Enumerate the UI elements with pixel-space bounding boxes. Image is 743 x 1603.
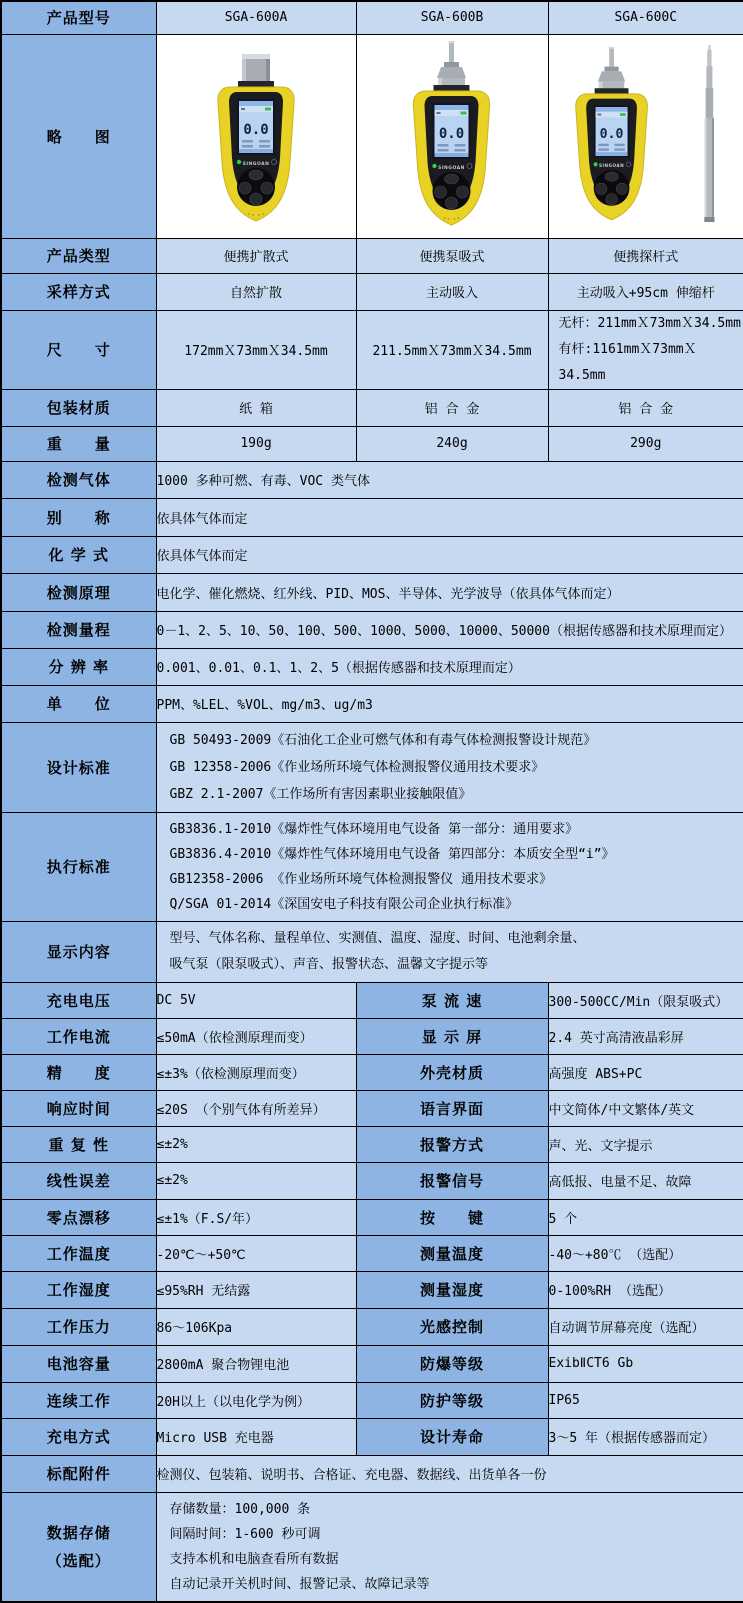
table-row xyxy=(1,1271,743,1308)
table-row xyxy=(1,1,743,34)
working-current-value: ≤50mA（依检测原理而变） xyxy=(156,1018,356,1054)
display-content-line: 型号、气体名称、量程单位、实测值、温度、湿度、时间、电池剩余量、 xyxy=(170,926,740,952)
table-row xyxy=(1,426,743,461)
row-label-battery-capacity: 电池容量 xyxy=(1,1345,156,1382)
explosion-proof-rating-value: ExibⅡCT6 Gb xyxy=(548,1345,743,1382)
table-row xyxy=(1,1492,743,1602)
display-content-line: 吸气泵（限泵吸式）、声音、报警状态、温馨文字提示等 xyxy=(170,952,740,978)
dimensions-c-no-rod: 无杆：211mmＸ73mmＸ34.5mm xyxy=(549,311,743,337)
product-image-sga-600c xyxy=(553,39,738,233)
executive-standards-value xyxy=(156,812,743,921)
data-storage-label-line1: 数据存储 xyxy=(2,1519,156,1547)
table-row xyxy=(1,536,743,573)
dimensions-c xyxy=(548,310,743,389)
data-storage-line: 存储数量：100,000 条 xyxy=(170,1497,740,1522)
display-screen-value: 2.4 英寸高清液晶彩屏 xyxy=(548,1018,743,1054)
row-label-buttons: 按 键 xyxy=(356,1199,548,1235)
design-standard-line: GBZ 2.1-2007《工作场所有害因素职业接触限值》 xyxy=(170,781,740,808)
table-row xyxy=(1,812,743,921)
status-led xyxy=(594,162,598,166)
table-row xyxy=(1,389,743,426)
row-label-detection-principle: 检测原理 xyxy=(1,573,156,611)
sampling-b: 主动吸入 xyxy=(356,273,548,310)
status-led xyxy=(432,164,436,168)
row-label-sampling-method: 采样方式 xyxy=(1,273,156,310)
row-label-alarm-signal: 报警信号 xyxy=(356,1162,548,1199)
row-label-accuracy: 精 度 xyxy=(1,1054,156,1090)
table-row xyxy=(1,1162,743,1199)
telescopic-rod xyxy=(705,45,715,222)
table-row xyxy=(1,685,743,722)
table-row xyxy=(1,1382,743,1418)
product-image-sga-600b xyxy=(386,39,518,233)
table-row xyxy=(1,1455,743,1492)
alarm-mode-value: 声、光、文字提示 xyxy=(548,1126,743,1162)
brand-text-b: SINGOAN xyxy=(438,165,465,171)
row-label-units: 单 位 xyxy=(1,685,156,722)
alias-value: 依具体气体而定 xyxy=(156,498,743,536)
data-storage-value xyxy=(156,1492,743,1602)
table-row xyxy=(1,1018,743,1054)
shell-material-value: 高强度 ABS+PC xyxy=(548,1054,743,1090)
executive-standard-line: GB3836.1-2010《爆炸性气体环境用电气设备 第一部分：通用要求》 xyxy=(170,817,740,842)
model-name-c: SGA-600C xyxy=(548,1,743,34)
row-label-packaging: 包装材质 xyxy=(1,389,156,426)
row-label-measuring-temperature: 测量温度 xyxy=(356,1235,548,1271)
charging-method-value: Micro USB 充电器 xyxy=(156,1418,356,1455)
dimensions-b: 211.5mmＸ73mmＸ34.5mm xyxy=(356,310,548,389)
continuous-operation-value: 20H以上（以电化学为例） xyxy=(156,1382,356,1418)
product-image-cell-a xyxy=(156,34,356,238)
packaging-b: 铝 合 金 xyxy=(356,389,548,426)
screen-reading-a: 0.0 xyxy=(243,122,268,138)
table-row xyxy=(1,238,743,273)
row-label-charging-method: 充电方式 xyxy=(1,1418,156,1455)
weight-a: 190g xyxy=(156,426,356,461)
table-row xyxy=(1,1199,743,1235)
row-label-shell-material: 外壳材质 xyxy=(356,1054,548,1090)
table-row xyxy=(1,461,743,498)
row-label-design-standards: 设计标准 xyxy=(1,722,156,812)
weight-c: 290g xyxy=(548,426,743,461)
sampling-a: 自然扩散 xyxy=(156,273,356,310)
row-label-working-temperature: 工作温度 xyxy=(1,1235,156,1271)
table-row xyxy=(1,1054,743,1090)
table-row xyxy=(1,1418,743,1455)
battery-capacity-value: 2800mA 聚合物锂电池 xyxy=(156,1345,356,1382)
row-label-alarm-mode: 报警方式 xyxy=(356,1126,548,1162)
table-row xyxy=(1,1090,743,1126)
chemical-formula-value: 依具体气体而定 xyxy=(156,536,743,573)
data-storage-label-line2: （选配） xyxy=(2,1547,156,1575)
table-row xyxy=(1,611,743,648)
row-label-language-ui: 语言界面 xyxy=(356,1090,548,1126)
detected-gases-value: 1000 多种可燃、有毒、VOC 类气体 xyxy=(156,461,743,498)
brand-text-c: SINGOAN xyxy=(599,163,624,168)
packaging-a: 纸 箱 xyxy=(156,389,356,426)
row-label-working-current: 工作电流 xyxy=(1,1018,156,1054)
product-image-cell-c xyxy=(548,34,743,238)
table-row xyxy=(1,1345,743,1382)
row-label-alias: 别 称 xyxy=(1,498,156,536)
response-time-value: ≤20S （个别气体有所差异） xyxy=(156,1090,356,1126)
light-control-value: 自动调节屏幕亮度（选配） xyxy=(548,1308,743,1345)
row-label-weight: 重 量 xyxy=(1,426,156,461)
table-row xyxy=(1,273,743,310)
row-label-working-humidity: 工作湿度 xyxy=(1,1271,156,1308)
table-row xyxy=(1,1235,743,1271)
dimensions-c-with-rod: 有杆:1161mmＸ73mmＸ34.5mm xyxy=(549,337,743,389)
pump-flow-value: 300-500CC/Min（限泵吸式） xyxy=(548,982,743,1018)
packaging-c: 铝 合 金 xyxy=(548,389,743,426)
language-ui-value: 中文简体/中文繁体/英文 xyxy=(548,1090,743,1126)
row-label-detection-range: 检测量程 xyxy=(1,611,156,648)
row-label-detected-gases: 检测气体 xyxy=(1,461,156,498)
row-label-light-control: 光感控制 xyxy=(356,1308,548,1345)
model-name-a: SGA-600A xyxy=(156,1,356,34)
product-type-a: 便携扩散式 xyxy=(156,238,356,273)
weight-b: 240g xyxy=(356,426,548,461)
table-row xyxy=(1,722,743,812)
buttons-value: 5 个 xyxy=(548,1199,743,1235)
row-label-continuous-operation: 连续工作 xyxy=(1,1382,156,1418)
table-row xyxy=(1,982,743,1018)
row-label-charging-voltage: 充电电压 xyxy=(1,982,156,1018)
table-row xyxy=(1,498,743,536)
product-type-c: 便携探杆式 xyxy=(548,238,743,273)
resolution-value: 0.001、0.01、0.1、1、2、5（根据传感器和技术原理而定） xyxy=(156,648,743,685)
design-standard-line: GB 12358-2006《作业场所环境气体检测报警仪通用技术要求》 xyxy=(170,754,740,781)
design-standards-value xyxy=(156,722,743,812)
row-label-dimensions: 尺 寸 xyxy=(1,310,156,389)
data-storage-line: 间隔时间：1-600 秒可调 xyxy=(170,1522,740,1547)
row-label-chemical-formula: 化 学 式 xyxy=(1,536,156,573)
row-label-measuring-humidity: 测量湿度 xyxy=(356,1271,548,1308)
row-label-display-content: 显示内容 xyxy=(1,921,156,982)
row-label-linearity-error: 线性误差 xyxy=(1,1162,156,1199)
row-label-product-model: 产品型号 xyxy=(1,1,156,34)
table-row xyxy=(1,34,743,238)
design-standard-line: GB 50493-2009《石油化工企业可燃气体和有毒气体检测报警设计规范》 xyxy=(170,727,740,754)
executive-standard-line: GB3836.4-2010《爆炸性气体环境用电气设备 第四部分：本质安全型“i”》 xyxy=(170,842,740,867)
row-label-zero-drift: 零点漂移 xyxy=(1,1199,156,1235)
product-image-sga-600a xyxy=(191,40,321,232)
row-label-pump-flow: 泵 流 速 xyxy=(356,982,548,1018)
protection-rating-value: IP65 xyxy=(548,1382,743,1418)
row-label-sketch: 略 图 xyxy=(1,34,156,238)
screen-reading-c: 0.0 xyxy=(600,127,624,142)
linearity-error-value: ≤±2% xyxy=(156,1162,356,1199)
units-value: PPM、%LEL、%VOL、mg/m3、ug/m3 xyxy=(156,685,743,722)
alarm-signal-value: 高低报、电量不足、故障 xyxy=(548,1162,743,1199)
row-label-explosion-proof-rating: 防爆等级 xyxy=(356,1345,548,1382)
table-row xyxy=(1,310,743,389)
table-row xyxy=(1,573,743,611)
screen-reading-b: 0.0 xyxy=(439,126,464,142)
charging-voltage-value: DC 5V xyxy=(156,982,356,1018)
working-temperature-value: -20℃～+50℃ xyxy=(156,1235,356,1271)
table-row xyxy=(1,921,743,982)
detection-range-value: 0－1、2、5、10、50、100、500、1000、5000、10000、50000（根据传感器和技术原理而定） xyxy=(156,611,743,648)
measuring-temperature-value: -40～+80℃ （选配） xyxy=(548,1235,743,1271)
working-pressure-value: 86～106Kpa xyxy=(156,1308,356,1345)
measuring-humidity-value: 0-100%RH （选配） xyxy=(548,1271,743,1308)
row-label-display-screen: 显 示 屏 xyxy=(356,1018,548,1054)
data-storage-line: 自动记录开关机时间、报警记录、故障记录等 xyxy=(170,1572,740,1597)
table-row xyxy=(1,1126,743,1162)
row-label-standard-accessories: 标配附件 xyxy=(1,1455,156,1492)
design-life-value: 3～5 年（根据传感器而定） xyxy=(548,1418,743,1455)
zero-drift-value: ≤±1%（F.S/年） xyxy=(156,1199,356,1235)
executive-standard-line: Q/SGA 01-2014《深国安电子科技有限公司企业执行标准》 xyxy=(170,892,740,917)
repeatability-value: ≤±2% xyxy=(156,1126,356,1162)
row-label-working-pressure: 工作压力 xyxy=(1,1308,156,1345)
display-content-value xyxy=(156,921,743,982)
dimensions-a: 172mmＸ73mmＸ34.5mm xyxy=(156,310,356,389)
row-label-resolution: 分 辨 率 xyxy=(1,648,156,685)
data-storage-line: 支持本机和电脑查看所有数据 xyxy=(170,1547,740,1572)
row-label-repeatability: 重 复 性 xyxy=(1,1126,156,1162)
row-label-protection-rating: 防护等级 xyxy=(356,1382,548,1418)
row-label-design-life: 设计寿命 xyxy=(356,1418,548,1455)
row-label-response-time: 响应时间 xyxy=(1,1090,156,1126)
accuracy-value: ≤±3%（依检测原理而变） xyxy=(156,1054,356,1090)
row-label-product-type: 产品类型 xyxy=(1,238,156,273)
standard-accessories-value: 检测仪、包装箱、说明书、合格证、充电器、数据线、出货单各一份 xyxy=(156,1455,743,1492)
status-led xyxy=(237,160,241,164)
working-humidity-value: ≤95%RH 无结露 xyxy=(156,1271,356,1308)
sampling-c: 主动吸入+95cm 伸缩杆 xyxy=(548,273,743,310)
table-row xyxy=(1,648,743,685)
product-type-b: 便携泵吸式 xyxy=(356,238,548,273)
product-image-cell-b xyxy=(356,34,548,238)
brand-text-a: SINGOAN xyxy=(243,161,270,167)
table-row xyxy=(1,1308,743,1345)
executive-standard-line: GB12358-2006 《作业场所环境气体检测报警仪 通用技术要求》 xyxy=(170,867,740,892)
row-label-executive-standards: 执行标准 xyxy=(1,812,156,921)
model-name-b: SGA-600B xyxy=(356,1,548,34)
detection-principle-value: 电化学、催化燃烧、红外线、PID、MOS、半导体、光学波导（依具体气体而定） xyxy=(156,573,743,611)
row-label-data-storage xyxy=(1,1492,156,1602)
